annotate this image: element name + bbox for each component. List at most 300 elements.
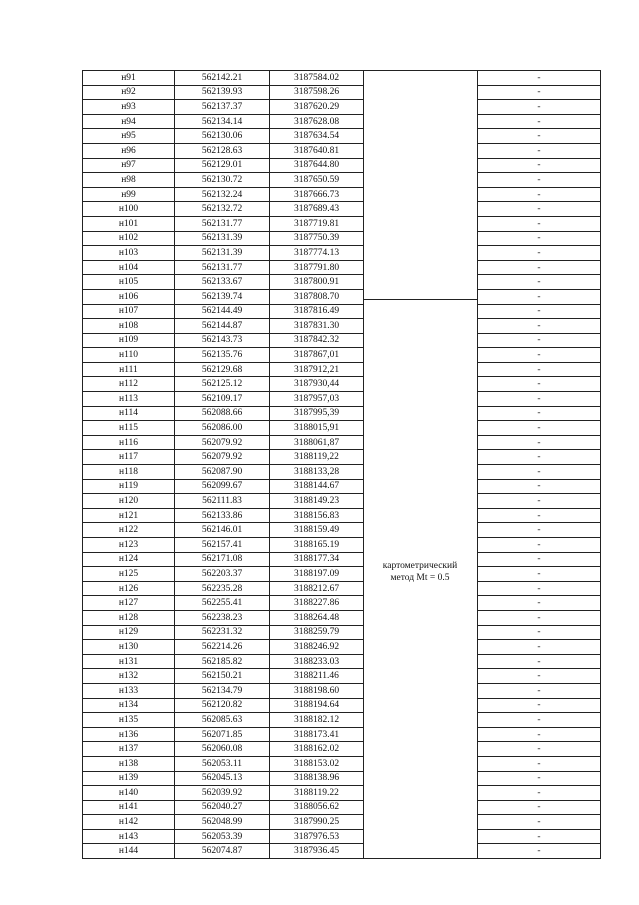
- method-cell: [364, 216, 478, 231]
- table-row: [83, 538, 601, 553]
- extra-value-cell: -: [478, 406, 601, 421]
- method-cell: [364, 129, 478, 144]
- x-coordinate-cell: 562171.08: [175, 552, 270, 567]
- method-cell: [364, 465, 478, 480]
- method-cell: [364, 289, 478, 304]
- x-coordinate-cell: 562128.63: [175, 143, 270, 158]
- method-cell: [364, 435, 478, 450]
- method-cell: [364, 523, 478, 538]
- table-row: [83, 377, 601, 392]
- x-coordinate-cell: 562111.83: [175, 494, 270, 509]
- x-coordinate-cell: 562235.28: [175, 581, 270, 596]
- extra-value-cell: -: [478, 421, 601, 436]
- point-id-cell: н115: [83, 421, 175, 436]
- extra-value-cell: -: [478, 362, 601, 377]
- x-coordinate-cell: 562203.37: [175, 567, 270, 582]
- table-row: [83, 786, 601, 801]
- point-id-cell: н108: [83, 319, 175, 334]
- table-row: [83, 71, 601, 86]
- extra-value-cell: -: [478, 100, 601, 115]
- table-row: [83, 173, 601, 188]
- y-coordinate-cell: 3188149.23: [270, 494, 364, 509]
- x-coordinate-cell: 562131.39: [175, 231, 270, 246]
- point-id-cell: н119: [83, 479, 175, 494]
- x-coordinate-cell: 562040.27: [175, 800, 270, 815]
- extra-value-cell: -: [478, 713, 601, 728]
- point-id-cell: н101: [83, 216, 175, 231]
- method-cell: [364, 173, 478, 188]
- method-cell: [364, 85, 478, 100]
- y-coordinate-cell: 3187867,01: [270, 348, 364, 363]
- method-cell: [364, 100, 478, 115]
- extra-value-cell: -: [478, 800, 601, 815]
- method-cell: [364, 71, 478, 86]
- x-coordinate-cell: 562135.76: [175, 348, 270, 363]
- x-coordinate-cell: 562185.82: [175, 654, 270, 669]
- x-coordinate-cell: 562109.17: [175, 392, 270, 407]
- point-id-cell: н133: [83, 683, 175, 698]
- extra-value-cell: -: [478, 465, 601, 480]
- point-id-cell: н121: [83, 508, 175, 523]
- point-id-cell: н105: [83, 275, 175, 290]
- extra-value-cell: -: [478, 683, 601, 698]
- extra-value-cell: -: [478, 173, 601, 188]
- table-row: [83, 143, 601, 158]
- extra-value-cell: -: [478, 786, 601, 801]
- y-coordinate-cell: 3187995,39: [270, 406, 364, 421]
- y-coordinate-cell: 3187584.02: [270, 71, 364, 86]
- x-coordinate-cell: 562139.74: [175, 289, 270, 304]
- extra-value-cell: -: [478, 187, 601, 202]
- point-id-cell: н142: [83, 815, 175, 830]
- method-cell: [364, 362, 478, 377]
- point-id-cell: н141: [83, 800, 175, 815]
- table-row: [83, 231, 601, 246]
- y-coordinate-cell: 3187689.43: [270, 202, 364, 217]
- y-coordinate-cell: 3187640.81: [270, 143, 364, 158]
- y-coordinate-cell: 3188153.02: [270, 756, 364, 771]
- x-coordinate-cell: 562099.67: [175, 479, 270, 494]
- y-coordinate-cell: 3188159.49: [270, 523, 364, 538]
- coordinates-sheet: [82, 70, 600, 857]
- y-coordinate-cell: 3188246.92: [270, 640, 364, 655]
- table-row: [83, 392, 601, 407]
- x-coordinate-cell: 562079.92: [175, 435, 270, 450]
- extra-value-cell: -: [478, 523, 601, 538]
- table-row: [83, 260, 601, 275]
- x-coordinate-cell: 562134.14: [175, 114, 270, 129]
- y-coordinate-cell: 3188182.12: [270, 713, 364, 728]
- y-coordinate-cell: 3188211.46: [270, 669, 364, 684]
- x-coordinate-cell: 562120.82: [175, 698, 270, 713]
- table-row: [83, 202, 601, 217]
- table-row: [83, 815, 601, 830]
- y-coordinate-cell: 3188197.09: [270, 567, 364, 582]
- x-coordinate-cell: 562129.01: [175, 158, 270, 173]
- extra-value-cell: -: [478, 538, 601, 553]
- y-coordinate-cell: 3188133,28: [270, 465, 364, 480]
- method-cell: [364, 319, 478, 334]
- method-divider-line: [363, 299, 477, 300]
- table-row: [83, 508, 601, 523]
- table-row: [83, 523, 601, 538]
- extra-value-cell: -: [478, 333, 601, 348]
- extra-value-cell: -: [478, 289, 601, 304]
- method-cell: [364, 844, 478, 859]
- extra-value-cell: -: [478, 275, 601, 290]
- x-coordinate-cell: 562053.11: [175, 756, 270, 771]
- extra-value-cell: -: [478, 216, 601, 231]
- method-cell: [364, 829, 478, 844]
- y-coordinate-cell: 3187930,44: [270, 377, 364, 392]
- method-cell: [364, 713, 478, 728]
- point-id-cell: н118: [83, 465, 175, 480]
- method-note-line-2: метод Mt = 0.5: [390, 573, 450, 583]
- method-cell: [364, 786, 478, 801]
- point-id-cell: н113: [83, 392, 175, 407]
- extra-value-cell: -: [478, 304, 601, 319]
- extra-value-cell: -: [478, 260, 601, 275]
- y-coordinate-cell: 3187598.26: [270, 85, 364, 100]
- point-id-cell: н111: [83, 362, 175, 377]
- method-cell: [364, 596, 478, 611]
- y-coordinate-cell: 3187650.59: [270, 173, 364, 188]
- method-cell: [364, 392, 478, 407]
- y-coordinate-cell: 3187936.45: [270, 844, 364, 859]
- y-coordinate-cell: 3187912,21: [270, 362, 364, 377]
- extra-value-cell: -: [478, 231, 601, 246]
- point-id-cell: н103: [83, 246, 175, 261]
- table-row: [83, 465, 601, 480]
- y-coordinate-cell: 3187816.49: [270, 304, 364, 319]
- extra-value-cell: -: [478, 669, 601, 684]
- coordinates-table: [82, 70, 601, 859]
- extra-value-cell: -: [478, 114, 601, 129]
- method-cell: [364, 654, 478, 669]
- table-row: [83, 187, 601, 202]
- y-coordinate-cell: 3187976.53: [270, 829, 364, 844]
- method-cell: [364, 479, 478, 494]
- extra-value-cell: -: [478, 727, 601, 742]
- point-id-cell: н122: [83, 523, 175, 538]
- method-cell: [364, 275, 478, 290]
- extra-value-cell: -: [478, 479, 601, 494]
- method-cell: [364, 246, 478, 261]
- extra-value-cell: -: [478, 596, 601, 611]
- table-row: [83, 829, 601, 844]
- method-cell: [364, 640, 478, 655]
- point-id-cell: н137: [83, 742, 175, 757]
- table-row: [83, 435, 601, 450]
- extra-value-cell: -: [478, 85, 601, 100]
- point-id-cell: н144: [83, 844, 175, 859]
- point-id-cell: н110: [83, 348, 175, 363]
- table-row: [83, 348, 601, 363]
- extra-value-cell: -: [478, 202, 601, 217]
- method-cell: [364, 421, 478, 436]
- method-cell: [364, 143, 478, 158]
- method-note: [363, 560, 477, 584]
- point-id-cell: н120: [83, 494, 175, 509]
- y-coordinate-cell: 3188162.02: [270, 742, 364, 757]
- table-row: [83, 450, 601, 465]
- point-id-cell: н138: [83, 756, 175, 771]
- x-coordinate-cell: 562139.93: [175, 85, 270, 100]
- method-cell: [364, 260, 478, 275]
- point-id-cell: н130: [83, 640, 175, 655]
- extra-value-cell: -: [478, 844, 601, 859]
- y-coordinate-cell: 3188061,87: [270, 435, 364, 450]
- point-id-cell: н132: [83, 669, 175, 684]
- extra-value-cell: -: [478, 654, 601, 669]
- point-id-cell: н123: [83, 538, 175, 553]
- method-note-line-1: картометрический: [382, 561, 458, 571]
- method-cell: [364, 742, 478, 757]
- table-row: [83, 640, 601, 655]
- method-cell: [364, 771, 478, 786]
- method-cell: [364, 815, 478, 830]
- x-coordinate-cell: 562143.73: [175, 333, 270, 348]
- point-id-cell: н112: [83, 377, 175, 392]
- x-coordinate-cell: 562079.92: [175, 450, 270, 465]
- y-coordinate-cell: 3188259.79: [270, 625, 364, 640]
- table-row: [83, 421, 601, 436]
- x-coordinate-cell: 562060.08: [175, 742, 270, 757]
- x-coordinate-cell: 562088.66: [175, 406, 270, 421]
- extra-value-cell: -: [478, 756, 601, 771]
- point-id-cell: н97: [83, 158, 175, 173]
- extra-value-cell: -: [478, 450, 601, 465]
- table-row: [83, 129, 601, 144]
- x-coordinate-cell: 562125.12: [175, 377, 270, 392]
- y-coordinate-cell: 3187957,03: [270, 392, 364, 407]
- table-row: [83, 713, 601, 728]
- method-cell: [364, 304, 478, 319]
- coordinates-table-body: [83, 71, 601, 859]
- table-row: [83, 610, 601, 625]
- point-id-cell: н100: [83, 202, 175, 217]
- y-coordinate-cell: 3188119,22: [270, 450, 364, 465]
- table-row: [83, 275, 601, 290]
- table-row: [83, 844, 601, 859]
- x-coordinate-cell: 562144.49: [175, 304, 270, 319]
- y-coordinate-cell: 3188173.41: [270, 727, 364, 742]
- table-row: [83, 771, 601, 786]
- y-coordinate-cell: 3187628.08: [270, 114, 364, 129]
- x-coordinate-cell: 562085.63: [175, 713, 270, 728]
- y-coordinate-cell: 3188119.22: [270, 786, 364, 801]
- table-row: [83, 158, 601, 173]
- table-row: [83, 742, 601, 757]
- x-coordinate-cell: 562134.79: [175, 683, 270, 698]
- method-cell: [364, 669, 478, 684]
- y-coordinate-cell: 3188144.67: [270, 479, 364, 494]
- table-row: [83, 85, 601, 100]
- point-id-cell: н129: [83, 625, 175, 640]
- point-id-cell: н139: [83, 771, 175, 786]
- method-cell: [364, 406, 478, 421]
- point-id-cell: н109: [83, 333, 175, 348]
- point-id-cell: н128: [83, 610, 175, 625]
- y-coordinate-cell: 3188156.83: [270, 508, 364, 523]
- point-id-cell: н127: [83, 596, 175, 611]
- x-coordinate-cell: 562238.23: [175, 610, 270, 625]
- y-coordinate-cell: 3188138.96: [270, 771, 364, 786]
- extra-value-cell: -: [478, 567, 601, 582]
- y-coordinate-cell: 3187620.29: [270, 100, 364, 115]
- point-id-cell: н143: [83, 829, 175, 844]
- method-cell: [364, 727, 478, 742]
- y-coordinate-cell: 3188198.60: [270, 683, 364, 698]
- point-id-cell: н134: [83, 698, 175, 713]
- y-coordinate-cell: 3188264.48: [270, 610, 364, 625]
- table-row: [83, 654, 601, 669]
- y-coordinate-cell: 3188165.19: [270, 538, 364, 553]
- table-row: [83, 567, 601, 582]
- table-row: [83, 625, 601, 640]
- x-coordinate-cell: 562053.39: [175, 829, 270, 844]
- method-cell: [364, 202, 478, 217]
- x-coordinate-cell: 562045.13: [175, 771, 270, 786]
- x-coordinate-cell: 562133.86: [175, 508, 270, 523]
- extra-value-cell: -: [478, 71, 601, 86]
- method-cell: [364, 508, 478, 523]
- extra-value-cell: -: [478, 552, 601, 567]
- table-row: [83, 246, 601, 261]
- point-id-cell: н131: [83, 654, 175, 669]
- y-coordinate-cell: 3188015,91: [270, 421, 364, 436]
- method-cell: [364, 494, 478, 509]
- y-coordinate-cell: 3187990.25: [270, 815, 364, 830]
- point-id-cell: н126: [83, 581, 175, 596]
- y-coordinate-cell: 3188227.86: [270, 596, 364, 611]
- point-id-cell: н91: [83, 71, 175, 86]
- method-cell: [364, 348, 478, 363]
- y-coordinate-cell: 3187666.73: [270, 187, 364, 202]
- method-cell: [364, 610, 478, 625]
- point-id-cell: н98: [83, 173, 175, 188]
- table-row: [83, 756, 601, 771]
- point-id-cell: н102: [83, 231, 175, 246]
- extra-value-cell: -: [478, 377, 601, 392]
- table-row: [83, 800, 601, 815]
- extra-value-cell: -: [478, 158, 601, 173]
- extra-value-cell: -: [478, 581, 601, 596]
- extra-value-cell: -: [478, 829, 601, 844]
- x-coordinate-cell: 562131.39: [175, 246, 270, 261]
- point-id-cell: н107: [83, 304, 175, 319]
- x-coordinate-cell: 562130.72: [175, 173, 270, 188]
- table-row: [83, 683, 601, 698]
- extra-value-cell: -: [478, 771, 601, 786]
- extra-value-cell: -: [478, 129, 601, 144]
- method-cell: [364, 450, 478, 465]
- table-row: [83, 727, 601, 742]
- x-coordinate-cell: 562131.77: [175, 216, 270, 231]
- y-coordinate-cell: 3188177.34: [270, 552, 364, 567]
- point-id-cell: н136: [83, 727, 175, 742]
- x-coordinate-cell: 562133.67: [175, 275, 270, 290]
- table-row: [83, 494, 601, 509]
- method-cell: [364, 756, 478, 771]
- table-row: [83, 319, 601, 334]
- point-id-cell: н94: [83, 114, 175, 129]
- x-coordinate-cell: 562048.99: [175, 815, 270, 830]
- method-cell: [364, 377, 478, 392]
- extra-value-cell: -: [478, 494, 601, 509]
- table-row: [83, 289, 601, 304]
- table-row: [83, 114, 601, 129]
- point-id-cell: н124: [83, 552, 175, 567]
- method-cell: [364, 114, 478, 129]
- method-cell: [364, 625, 478, 640]
- point-id-cell: н114: [83, 406, 175, 421]
- method-cell: [364, 333, 478, 348]
- x-coordinate-cell: 562086.00: [175, 421, 270, 436]
- point-id-cell: н96: [83, 143, 175, 158]
- method-cell: [364, 187, 478, 202]
- extra-value-cell: -: [478, 742, 601, 757]
- x-coordinate-cell: 562146.01: [175, 523, 270, 538]
- table-row: [83, 406, 601, 421]
- point-id-cell: н93: [83, 100, 175, 115]
- x-coordinate-cell: 562087.90: [175, 465, 270, 480]
- point-id-cell: н106: [83, 289, 175, 304]
- table-row: [83, 362, 601, 377]
- point-id-cell: н95: [83, 129, 175, 144]
- y-coordinate-cell: 3188212.67: [270, 581, 364, 596]
- x-coordinate-cell: 562157.41: [175, 538, 270, 553]
- x-coordinate-cell: 562137.37: [175, 100, 270, 115]
- x-coordinate-cell: 562231.32: [175, 625, 270, 640]
- extra-value-cell: -: [478, 508, 601, 523]
- x-coordinate-cell: 562214.26: [175, 640, 270, 655]
- table-row: [83, 596, 601, 611]
- table-row: [83, 669, 601, 684]
- point-id-cell: н104: [83, 260, 175, 275]
- table-row: [83, 100, 601, 115]
- point-id-cell: н125: [83, 567, 175, 582]
- table-row: [83, 581, 601, 596]
- x-coordinate-cell: 562144.87: [175, 319, 270, 334]
- table-row: [83, 479, 601, 494]
- y-coordinate-cell: 3187774.13: [270, 246, 364, 261]
- method-cell: [364, 800, 478, 815]
- y-coordinate-cell: 3187634.54: [270, 129, 364, 144]
- table-row: [83, 552, 601, 567]
- extra-value-cell: -: [478, 625, 601, 640]
- extra-value-cell: -: [478, 143, 601, 158]
- y-coordinate-cell: 3188194.64: [270, 698, 364, 713]
- extra-value-cell: -: [478, 348, 601, 363]
- table-row: [83, 698, 601, 713]
- y-coordinate-cell: 3188056.62: [270, 800, 364, 815]
- point-id-cell: н99: [83, 187, 175, 202]
- table-row: [83, 304, 601, 319]
- y-coordinate-cell: 3187791.80: [270, 260, 364, 275]
- method-cell: [364, 683, 478, 698]
- extra-value-cell: -: [478, 392, 601, 407]
- x-coordinate-cell: 562132.24: [175, 187, 270, 202]
- extra-value-cell: -: [478, 815, 601, 830]
- y-coordinate-cell: 3187644.80: [270, 158, 364, 173]
- method-cell: [364, 158, 478, 173]
- y-coordinate-cell: 3187750.39: [270, 231, 364, 246]
- point-id-cell: н116: [83, 435, 175, 450]
- point-id-cell: н117: [83, 450, 175, 465]
- y-coordinate-cell: 3188233.03: [270, 654, 364, 669]
- x-coordinate-cell: 562130.06: [175, 129, 270, 144]
